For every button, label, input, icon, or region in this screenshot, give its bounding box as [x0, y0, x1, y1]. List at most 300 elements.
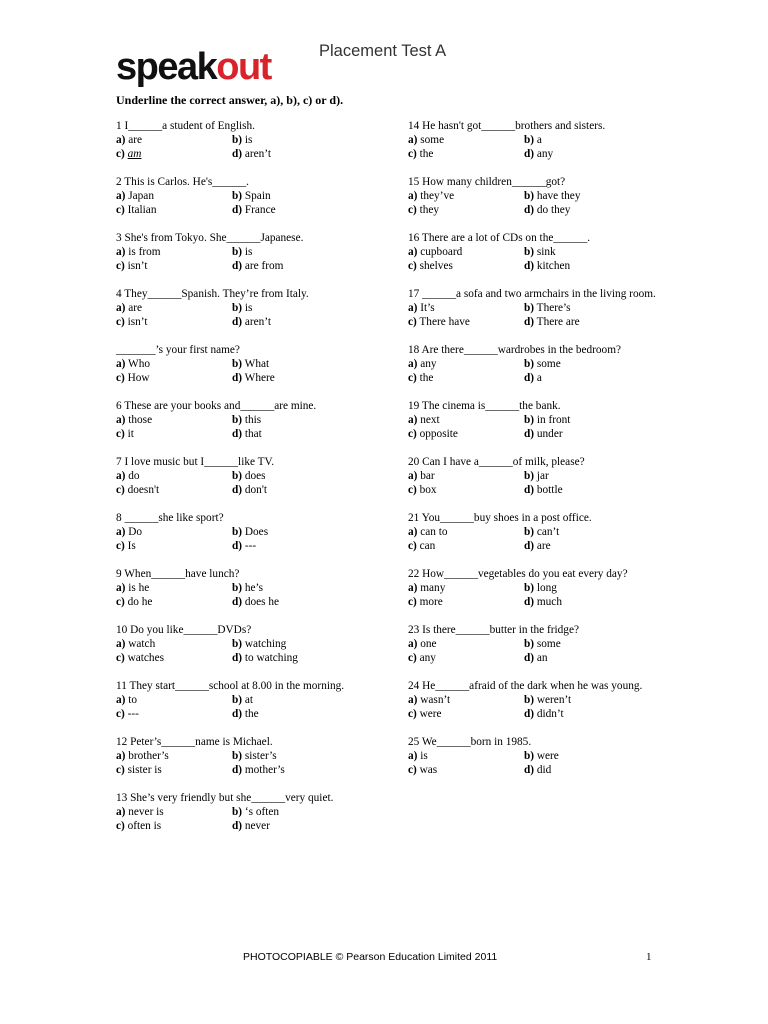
option-text: aren’t — [244, 316, 272, 328]
question-stem: 7 I love music but I______like TV. — [116, 456, 275, 468]
answer-option[interactable] — [408, 763, 524, 777]
option-text: the — [419, 372, 434, 384]
option-letter: c) — [408, 540, 417, 552]
option-letter: a) — [408, 246, 418, 258]
answer-option[interactable] — [408, 749, 524, 763]
option-letter: d) — [524, 316, 535, 328]
option-text: is from — [128, 246, 161, 258]
option-letter: b) — [232, 414, 243, 426]
answer-option[interactable] — [524, 301, 664, 315]
option-letter: a) — [116, 526, 126, 538]
answer-option[interactable] — [524, 581, 664, 595]
answer-options — [408, 525, 668, 553]
option-letter: d) — [524, 764, 535, 776]
option-text: Japan — [128, 190, 154, 202]
question-stem: 6 These are your books and______are mine. — [116, 400, 317, 412]
question-stem: 2 This is Carlos. He's______. — [116, 176, 249, 188]
option-letter: a) — [408, 190, 418, 202]
answer-option[interactable] — [116, 203, 232, 217]
answer-option[interactable] — [524, 413, 664, 427]
answer-option[interactable] — [232, 651, 372, 665]
option-text: many — [420, 582, 446, 594]
option-letter: b) — [524, 526, 535, 538]
option-letter: c) — [116, 540, 125, 552]
option-text: were — [536, 750, 559, 762]
question — [116, 119, 376, 161]
option-text: next — [420, 414, 440, 426]
option-letter: c) — [116, 372, 125, 384]
question-stem: _______’s your first name? — [116, 344, 240, 356]
option-letter: c) — [408, 148, 417, 160]
question — [116, 511, 376, 553]
answer-option[interactable] — [116, 707, 232, 721]
option-letter: a) — [116, 470, 126, 482]
answer-option[interactable] — [116, 693, 232, 707]
question — [116, 175, 376, 217]
question-stem: 23 Is there______butter in the fridge? — [408, 624, 579, 636]
answer-option[interactable] — [408, 651, 524, 665]
question — [116, 735, 376, 777]
answer-option[interactable] — [116, 651, 232, 665]
option-letter: d) — [232, 204, 243, 216]
answer-option[interactable] — [116, 315, 232, 329]
option-text: he’s — [244, 582, 264, 594]
option-letter: a) — [116, 694, 126, 706]
answer-options — [116, 637, 376, 665]
answer-option[interactable] — [116, 427, 232, 441]
answer-option[interactable] — [524, 525, 664, 539]
question — [408, 231, 668, 273]
question-stem: 1 I______a student of English. — [116, 120, 255, 132]
answer-option[interactable] — [408, 301, 524, 315]
question-stem: 22 How______vegetables do you eat every day? — [408, 568, 628, 580]
logo-out: out — [216, 46, 271, 88]
option-letter: a) — [408, 694, 418, 706]
question — [408, 287, 668, 329]
answer-option[interactable] — [116, 301, 232, 315]
option-text: they — [419, 204, 440, 216]
answer-option[interactable] — [408, 427, 524, 441]
option-letter: c) — [116, 148, 125, 160]
answer-option[interactable] — [524, 539, 664, 553]
answer-option[interactable] — [524, 189, 664, 203]
answer-option[interactable] — [116, 371, 232, 385]
question-stem: 11 They start______school at 8.00 in the morning. — [116, 680, 345, 692]
option-letter: a) — [408, 134, 418, 146]
option-text: How — [127, 372, 150, 384]
question — [408, 343, 668, 385]
option-text: box — [419, 484, 437, 496]
answer-option[interactable] — [524, 357, 664, 371]
option-letter: c) — [408, 204, 417, 216]
option-text: doesn't — [127, 484, 160, 496]
answer-options — [408, 357, 668, 385]
option-letter: a) — [408, 470, 418, 482]
question-stem: 4 They______Spanish. They’re from Italy. — [116, 288, 309, 300]
answer-option[interactable] — [408, 371, 524, 385]
answer-options — [408, 749, 668, 777]
option-text: is he — [128, 582, 150, 594]
option-letter: b) — [232, 190, 243, 202]
option-text: to — [128, 694, 138, 706]
answer-options — [116, 805, 376, 833]
answer-option[interactable] — [408, 147, 524, 161]
option-letter: a) — [408, 750, 418, 762]
option-letter: d) — [232, 148, 243, 160]
option-letter: a) — [116, 134, 126, 146]
question-stem: 15 How many children______got? — [408, 176, 566, 188]
option-text: it — [127, 428, 134, 440]
option-text: those — [128, 414, 153, 426]
option-letter: d) — [524, 428, 535, 440]
option-letter: d) — [232, 484, 243, 496]
answer-option[interactable] — [524, 371, 664, 385]
answer-option[interactable] — [408, 707, 524, 721]
option-text: mother’s — [244, 764, 285, 776]
answer-options — [408, 301, 668, 329]
answer-option[interactable] — [116, 133, 232, 147]
answer-option[interactable] — [116, 637, 232, 651]
question — [116, 791, 376, 833]
answer-option[interactable] — [524, 749, 664, 763]
answer-options — [116, 245, 376, 273]
option-letter: d) — [232, 820, 243, 832]
option-letter: a) — [116, 806, 126, 818]
answer-option[interactable] — [524, 245, 664, 259]
option-letter: d) — [232, 596, 243, 608]
option-text: --- — [244, 540, 257, 552]
option-text: weren’t — [536, 694, 572, 706]
option-letter: b) — [524, 470, 535, 482]
option-letter: b) — [232, 134, 243, 146]
option-letter: b) — [524, 358, 535, 370]
option-letter: b) — [232, 582, 243, 594]
option-text: are — [128, 302, 143, 314]
question — [408, 455, 668, 497]
option-text: did — [536, 764, 552, 776]
option-text: the — [419, 148, 434, 160]
option-letter: a) — [408, 302, 418, 314]
option-text: kitchen — [536, 260, 571, 272]
answer-option[interactable] — [408, 525, 524, 539]
option-text: are from — [244, 260, 284, 272]
answer-option[interactable] — [408, 539, 524, 553]
option-letter: b) — [524, 190, 535, 202]
answer-option[interactable] — [524, 203, 664, 217]
option-letter: d) — [232, 764, 243, 776]
option-text: do he — [127, 596, 153, 608]
answer-option[interactable] — [524, 427, 664, 441]
answer-option[interactable] — [232, 413, 372, 427]
answer-option[interactable] — [408, 693, 524, 707]
answer-option[interactable] — [408, 469, 524, 483]
header — [116, 42, 676, 92]
option-text: can — [419, 540, 436, 552]
option-letter: c) — [408, 596, 417, 608]
option-letter: a) — [116, 414, 126, 426]
answer-options — [408, 693, 668, 721]
answer-option[interactable] — [408, 315, 524, 329]
question — [408, 567, 668, 609]
answer-option[interactable] — [232, 805, 372, 819]
answer-options — [408, 581, 668, 609]
option-text: watch — [128, 638, 156, 650]
answer-option[interactable] — [524, 259, 664, 273]
question — [116, 231, 376, 273]
answer-option[interactable] — [232, 707, 372, 721]
option-text: bottle — [536, 484, 563, 496]
option-text: do they — [536, 204, 571, 216]
option-letter: d) — [232, 540, 243, 552]
answer-options — [116, 693, 376, 721]
answer-option[interactable] — [524, 763, 664, 777]
option-text: isn’t — [127, 260, 148, 272]
answer-option[interactable] — [232, 147, 372, 161]
question-stem: 20 Can I have a______of milk, please? — [408, 456, 585, 468]
answer-option[interactable] — [408, 483, 524, 497]
answer-option[interactable] — [116, 469, 232, 483]
option-text: often is — [127, 820, 162, 832]
answer-option[interactable] — [232, 315, 372, 329]
answer-option[interactable] — [524, 483, 664, 497]
option-letter: d) — [524, 372, 535, 384]
answer-option[interactable] — [232, 133, 372, 147]
answer-option[interactable] — [116, 483, 232, 497]
answer-option[interactable] — [524, 469, 664, 483]
answer-option[interactable] — [232, 749, 372, 763]
option-text: they’ve — [420, 190, 455, 202]
option-letter: c) — [408, 484, 417, 496]
answer-option[interactable] — [232, 427, 372, 441]
option-letter: d) — [524, 596, 535, 608]
answer-option[interactable] — [116, 581, 232, 595]
option-text: to watching — [244, 652, 298, 664]
option-letter: c) — [408, 708, 417, 720]
question-stem: 24 He______afraid of the dark when he was young. — [408, 680, 643, 692]
option-letter: d) — [232, 316, 243, 328]
question-stem: 12 Peter’s______name is Michael. — [116, 736, 273, 748]
answer-option[interactable] — [408, 259, 524, 273]
option-letter: a) — [408, 582, 418, 594]
answer-option[interactable] — [232, 595, 372, 609]
option-letter: c) — [408, 316, 417, 328]
option-letter: d) — [524, 540, 535, 552]
answer-options — [116, 581, 376, 609]
option-text: wasn’t — [420, 694, 451, 706]
option-text: is — [244, 302, 253, 314]
answer-option[interactable] — [116, 763, 232, 777]
answer-options — [116, 413, 376, 441]
option-text: There are — [536, 316, 580, 328]
answer-option[interactable] — [524, 651, 664, 665]
option-text: some — [536, 638, 561, 650]
logo-speak: speak — [116, 46, 217, 88]
answer-option[interactable] — [524, 315, 664, 329]
answer-option[interactable] — [524, 707, 664, 721]
option-text: There have — [419, 316, 470, 328]
option-text: isn’t — [127, 316, 148, 328]
answer-option[interactable] — [116, 749, 232, 763]
option-letter: c) — [408, 260, 417, 272]
answer-option[interactable] — [232, 525, 372, 539]
option-text: sister is — [127, 764, 162, 776]
answer-options — [408, 189, 668, 217]
answer-options — [408, 245, 668, 273]
option-letter: d) — [524, 708, 535, 720]
answer-option[interactable] — [232, 259, 372, 273]
answer-option[interactable] — [524, 637, 664, 651]
answer-option[interactable] — [408, 637, 524, 651]
answer-option[interactable] — [116, 413, 232, 427]
answer-option[interactable] — [408, 203, 524, 217]
option-text: this — [244, 414, 262, 426]
option-text: under — [536, 428, 563, 440]
answer-option[interactable] — [232, 301, 372, 315]
answer-option[interactable] — [116, 539, 232, 553]
option-letter: c) — [116, 204, 125, 216]
option-text: never is — [128, 806, 164, 818]
answer-option[interactable] — [408, 133, 524, 147]
option-letter: c) — [116, 484, 125, 496]
option-letter: d) — [524, 484, 535, 496]
option-letter: a) — [116, 750, 126, 762]
option-letter: c) — [116, 428, 125, 440]
question — [408, 679, 668, 721]
option-text: Does — [244, 526, 269, 538]
answer-option[interactable] — [232, 763, 372, 777]
option-text: cupboard — [420, 246, 463, 258]
option-letter: b) — [524, 582, 535, 594]
option-letter: c) — [408, 372, 417, 384]
answer-option[interactable] — [116, 805, 232, 819]
option-text: opposite — [419, 428, 458, 440]
option-text: have they — [536, 190, 581, 202]
option-letter: c) — [408, 428, 417, 440]
answer-option[interactable] — [408, 357, 524, 371]
answer-option[interactable] — [232, 581, 372, 595]
option-text: a — [536, 372, 542, 384]
option-text: brother’s — [128, 750, 169, 762]
question-stem: 19 The cinema is______the bank. — [408, 400, 561, 412]
answer-option[interactable] — [232, 371, 372, 385]
option-letter: b) — [232, 470, 243, 482]
answer-option[interactable] — [116, 245, 232, 259]
question-stem: 18 Are there______wardrobes in the bedroom? — [408, 344, 622, 356]
answer-option[interactable] — [232, 637, 372, 651]
answer-option[interactable] — [116, 595, 232, 609]
option-text: There’s — [536, 302, 571, 314]
option-letter: b) — [524, 414, 535, 426]
option-text: France — [244, 204, 276, 216]
answer-option[interactable] — [408, 581, 524, 595]
option-text: any — [419, 652, 436, 664]
option-letter: b) — [232, 358, 243, 370]
answer-options — [116, 189, 376, 217]
question — [116, 399, 376, 441]
question-stem: 10 Do you like______DVDs? — [116, 624, 252, 636]
answer-option[interactable] — [232, 203, 372, 217]
answer-options — [116, 357, 376, 385]
option-text: bar — [420, 470, 435, 482]
answer-options — [116, 301, 376, 329]
option-letter: b) — [524, 302, 535, 314]
answer-options — [408, 469, 668, 497]
option-text: that — [244, 428, 262, 440]
answer-option[interactable] — [232, 357, 372, 371]
option-letter: b) — [232, 750, 243, 762]
option-letter: a) — [408, 638, 418, 650]
answer-option[interactable] — [116, 147, 232, 161]
page-number: 1 — [646, 951, 652, 963]
option-text: at — [244, 694, 254, 706]
option-letter: d) — [232, 708, 243, 720]
answer-option[interactable] — [116, 189, 232, 203]
answer-option[interactable] — [116, 259, 232, 273]
option-text: was — [419, 764, 438, 776]
answer-option[interactable] — [232, 819, 372, 833]
answer-option[interactable] — [232, 693, 372, 707]
option-text: were — [419, 708, 442, 720]
option-text: are — [128, 134, 143, 146]
answer-option[interactable] — [408, 245, 524, 259]
question-stem: 14 He hasn't got______brothers and sisters. — [408, 120, 606, 132]
answer-options — [116, 525, 376, 553]
option-letter: b) — [524, 750, 535, 762]
option-text: watching — [244, 638, 287, 650]
option-text: am — [127, 148, 142, 160]
answer-option[interactable] — [232, 483, 372, 497]
test-title: Placement Test A — [319, 42, 447, 60]
question — [116, 567, 376, 609]
option-letter: a) — [116, 302, 126, 314]
answer-option[interactable] — [232, 469, 372, 483]
answer-option[interactable] — [524, 147, 664, 161]
option-letter: a) — [408, 414, 418, 426]
option-text: is — [420, 750, 428, 762]
answer-option[interactable] — [524, 595, 664, 609]
option-letter: b) — [524, 638, 535, 650]
answer-option[interactable] — [116, 357, 232, 371]
option-text: shelves — [419, 260, 453, 272]
answer-option[interactable] — [116, 525, 232, 539]
answer-option[interactable] — [524, 693, 664, 707]
option-text: What — [244, 358, 270, 370]
answer-option[interactable] — [232, 539, 372, 553]
option-letter: c) — [116, 764, 125, 776]
question — [408, 623, 668, 665]
option-text: any — [536, 148, 554, 160]
option-text: more — [419, 596, 443, 608]
answer-options — [116, 469, 376, 497]
answer-option[interactable] — [116, 819, 232, 833]
option-text: the — [244, 708, 259, 720]
option-letter: d) — [524, 260, 535, 272]
question — [116, 343, 376, 385]
answer-option[interactable] — [232, 189, 372, 203]
option-letter: d) — [524, 148, 535, 160]
answer-option[interactable] — [408, 595, 524, 609]
option-letter: a) — [116, 190, 126, 202]
answer-option[interactable] — [408, 413, 524, 427]
question — [408, 175, 668, 217]
answer-option[interactable] — [524, 133, 664, 147]
option-text: one — [420, 638, 437, 650]
option-letter: b) — [232, 806, 243, 818]
option-text: a — [536, 134, 542, 146]
option-text: any — [420, 358, 437, 370]
answer-option[interactable] — [232, 245, 372, 259]
answer-option[interactable] — [408, 189, 524, 203]
